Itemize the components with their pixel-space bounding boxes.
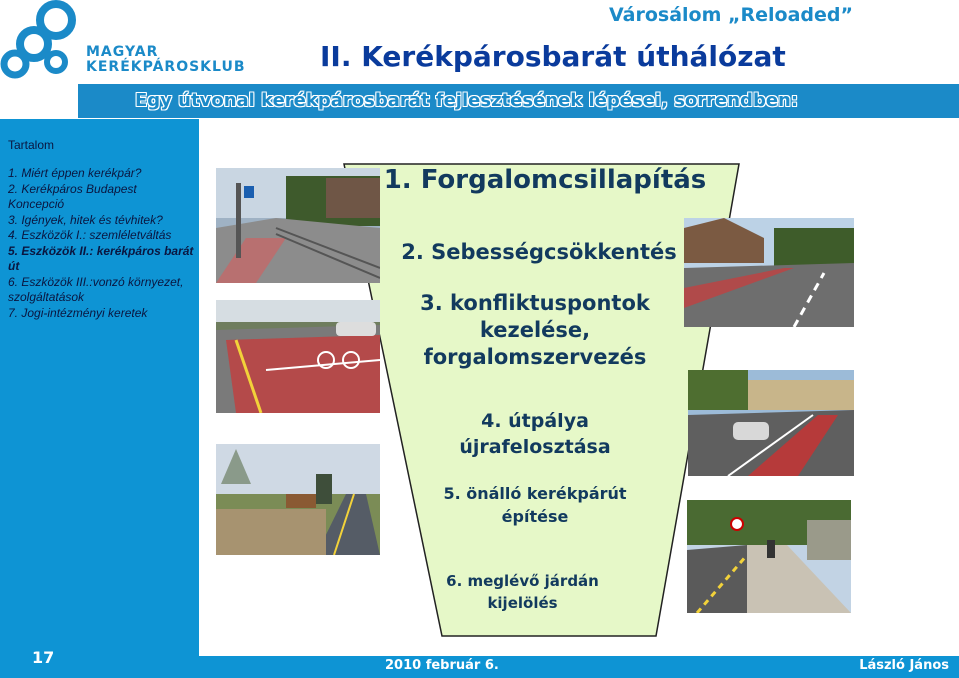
toc-heading: Tartalom: [8, 138, 55, 152]
toc-item-1[interactable]: 1. Miért éppen kerékpár?: [8, 166, 142, 180]
step-5: [410, 482, 660, 528]
step-3-line-3: forgalomszervezés: [423, 345, 647, 369]
step-6-line-1: 6. meglévő járdán: [446, 572, 599, 590]
photo-sidewalk-bike-lane: [687, 500, 851, 613]
step-3: [390, 290, 680, 371]
photo-bike-path-park: [216, 444, 380, 555]
logo-line-1: MAGYAR: [86, 44, 159, 60]
photo-residential-road: [684, 218, 854, 327]
photo-red-bike-box: [216, 300, 380, 413]
page-number: 17: [32, 648, 55, 667]
slide-subtitle: Egy útvonal kerékpárosbarát fejlesztésének lépései, sorrendben:: [135, 90, 799, 111]
step-6: [430, 570, 615, 614]
table-of-contents: [8, 166, 194, 321]
photo-red-bike-lane: [688, 370, 854, 476]
step-5-line-2: építése: [501, 507, 569, 526]
step-3-line-2: kezelése,: [479, 318, 591, 342]
logo-line-2: KERÉKPÁROSKLUB: [86, 59, 246, 75]
project-title: Városálom „Reloaded”: [609, 4, 853, 26]
toc-item-5[interactable]: 5. Eszközök II.: kerékpáros barát út: [8, 243, 194, 273]
club-logo: [0, 0, 82, 82]
photo-tram-street: [216, 168, 380, 283]
step-3-line-1: 3. konfliktuspontok: [420, 291, 650, 315]
step-4-line-1: 4. útpálya: [481, 410, 589, 432]
logo-circles-icon: [0, 0, 82, 82]
step-2: 2. Sebességcsökkentés: [401, 240, 677, 264]
footer-author: László János: [859, 658, 949, 673]
toc-item-2[interactable]: 2. Kerékpáros Budapest Koncepció: [8, 181, 137, 211]
step-6-line-2: kijelölés: [487, 594, 558, 612]
step-1: 1. Forgalomcsillapítás: [383, 165, 707, 195]
toc-item-7[interactable]: 7. Jogi-intézményi keretek: [8, 305, 148, 320]
logo-text: [86, 45, 246, 75]
step-5-line-1: 5. önálló kerékpárút: [443, 484, 627, 503]
toc-item-6[interactable]: 6. Eszközök III.:vonzó környezet, szolgáltatások: [8, 274, 184, 304]
toc-item-4[interactable]: 4. Eszközök I.: szemléletváltás: [8, 228, 172, 242]
footer-date: 2010 február 6.: [385, 658, 499, 673]
toc-item-3[interactable]: 3. Igények, hitek és tévhitek?: [8, 212, 163, 227]
step-4-line-2: újrafelosztása: [459, 436, 611, 458]
page-title: II. Kerékpárosbarát úthálózat: [320, 40, 786, 73]
footer-bar: [199, 656, 959, 678]
step-4: [420, 408, 650, 460]
